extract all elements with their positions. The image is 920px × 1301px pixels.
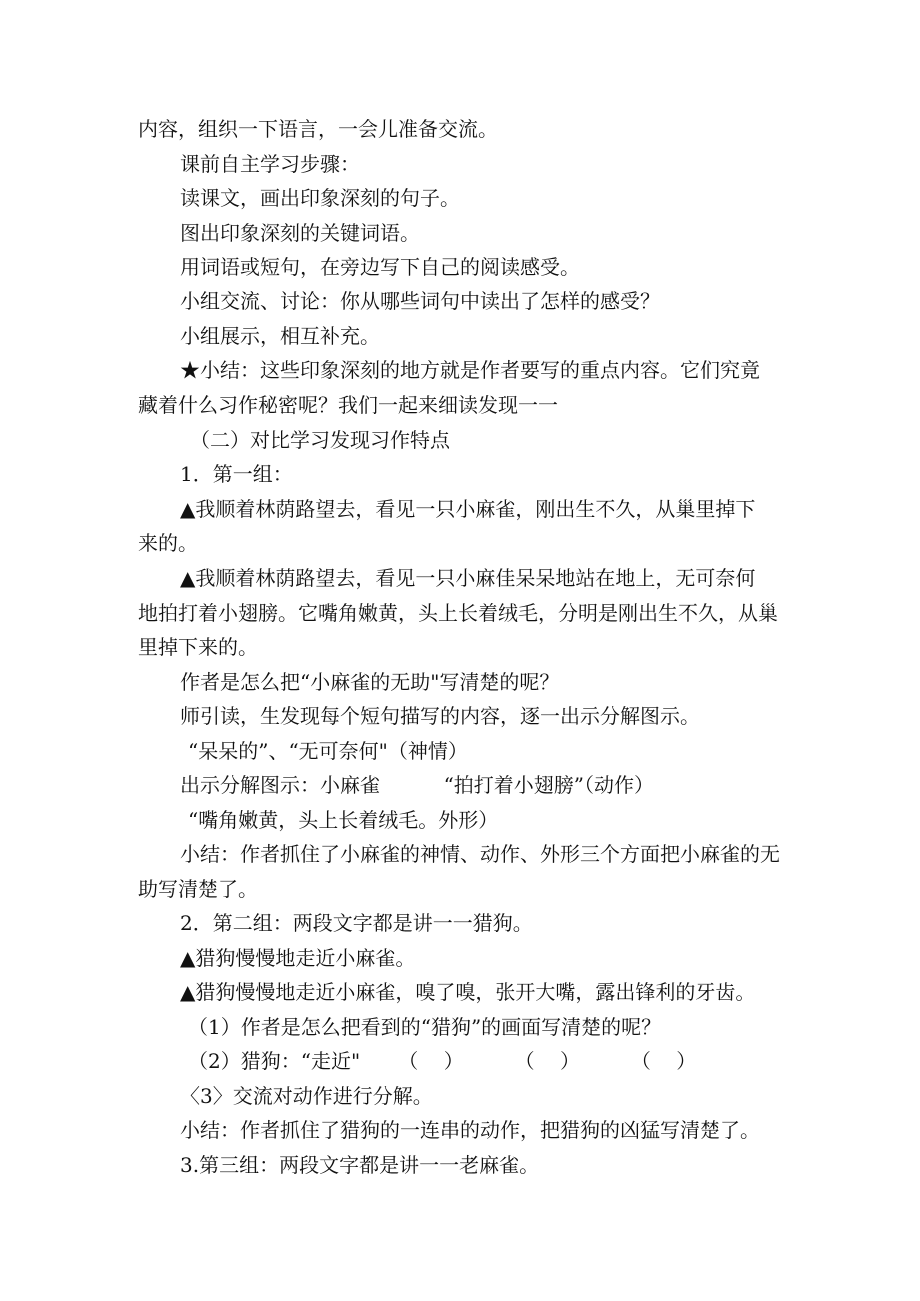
group-heading: 1．第一组： xyxy=(180,462,293,486)
text-line: （1）作者是怎么把看到的“猎狗”的画面写清楚的呢？ xyxy=(188,1015,662,1039)
text-line: “呆呆的”、“无可奈何"（神情） xyxy=(188,739,468,763)
text-line: 来的。 xyxy=(138,531,198,555)
text-line: 小组展示，相互补充。 xyxy=(180,324,380,348)
text-line: 作者是怎么把“小麻雀的无助"写清楚的呢？ xyxy=(180,670,560,694)
text-line: ▲猎狗慢慢地走近小麻雀，嗅了嗅，张开大嘴，露出锋利的牙齿。 xyxy=(180,980,756,1004)
text-line: 出示分解图示：小麻雀 “拍打着小翅膀”（动作） xyxy=(180,773,655,797)
text-line: 小组交流、讨论：你从哪些词句中读出了怎样的感受？ xyxy=(180,289,660,313)
summary-line: 小结：作者抓住了猎狗的一连串的动作，把猎狗的凶猛写清楚了。 xyxy=(180,1118,760,1142)
text-line: ▲猎狗慢慢地走近小麻雀。 xyxy=(180,946,416,970)
text-line: 师引读，生发现每个短句描写的内容，逐一出示分解图示。 xyxy=(180,704,700,728)
text-line: 内容，组织一下语言，一会儿准备交流。 xyxy=(138,117,498,141)
text-line: ▲我顺着林荫路望去，看见一只小麻佳呆呆地站在地上，无可奈何 xyxy=(180,566,756,590)
summary-line: 藏着什么习作秘密呢？我们一起来细读发现一一 xyxy=(138,393,558,417)
summary-line: 助写清楚了。 xyxy=(138,877,258,901)
group-heading: 2．第二组：两段文字都是讲一一猎狗。 xyxy=(180,911,533,935)
text-line: 图出印象深刻的关键词语。 xyxy=(180,221,420,245)
text-line: （2）猎狗：“走近" （ ） （ ） （ ） xyxy=(188,1049,697,1073)
text-line: 〈3〉交流对动作进行分解。 xyxy=(180,1084,433,1108)
text-line: “嘴角嫩黄，头上长着绒毛。外形） xyxy=(188,808,499,832)
summary-line: 小结：作者抓住了小麻雀的神情、动作、外形三个方面把小麻雀的无 xyxy=(180,842,780,866)
text-line: 读课文，画出印象深刻的句子。 xyxy=(180,186,460,210)
text-line: 课前自主学习步骤： xyxy=(180,152,360,176)
text-line: ▲我顺着林荫路望去，看见一只小麻雀，刚出生不久，从巢里掉下 xyxy=(180,497,756,521)
text-line: 里掉下来的。 xyxy=(138,635,258,659)
group-heading: 3.第三组：两段文字都是讲一一老麻雀。 xyxy=(180,1153,540,1177)
text-line: 用词语或短句，在旁边写下自己的阅读感受。 xyxy=(180,255,580,279)
section-heading: （二）对比学习发现习作特点 xyxy=(190,428,450,452)
summary-line: ★小结：这些印象深刻的地方就是作者要写的重点内容。它们究竟 xyxy=(180,358,760,382)
text-line: 地拍打着小翅膀。它嘴角嫩黄，头上长着绒毛，分明是刚出生不久，从巢 xyxy=(138,601,778,625)
